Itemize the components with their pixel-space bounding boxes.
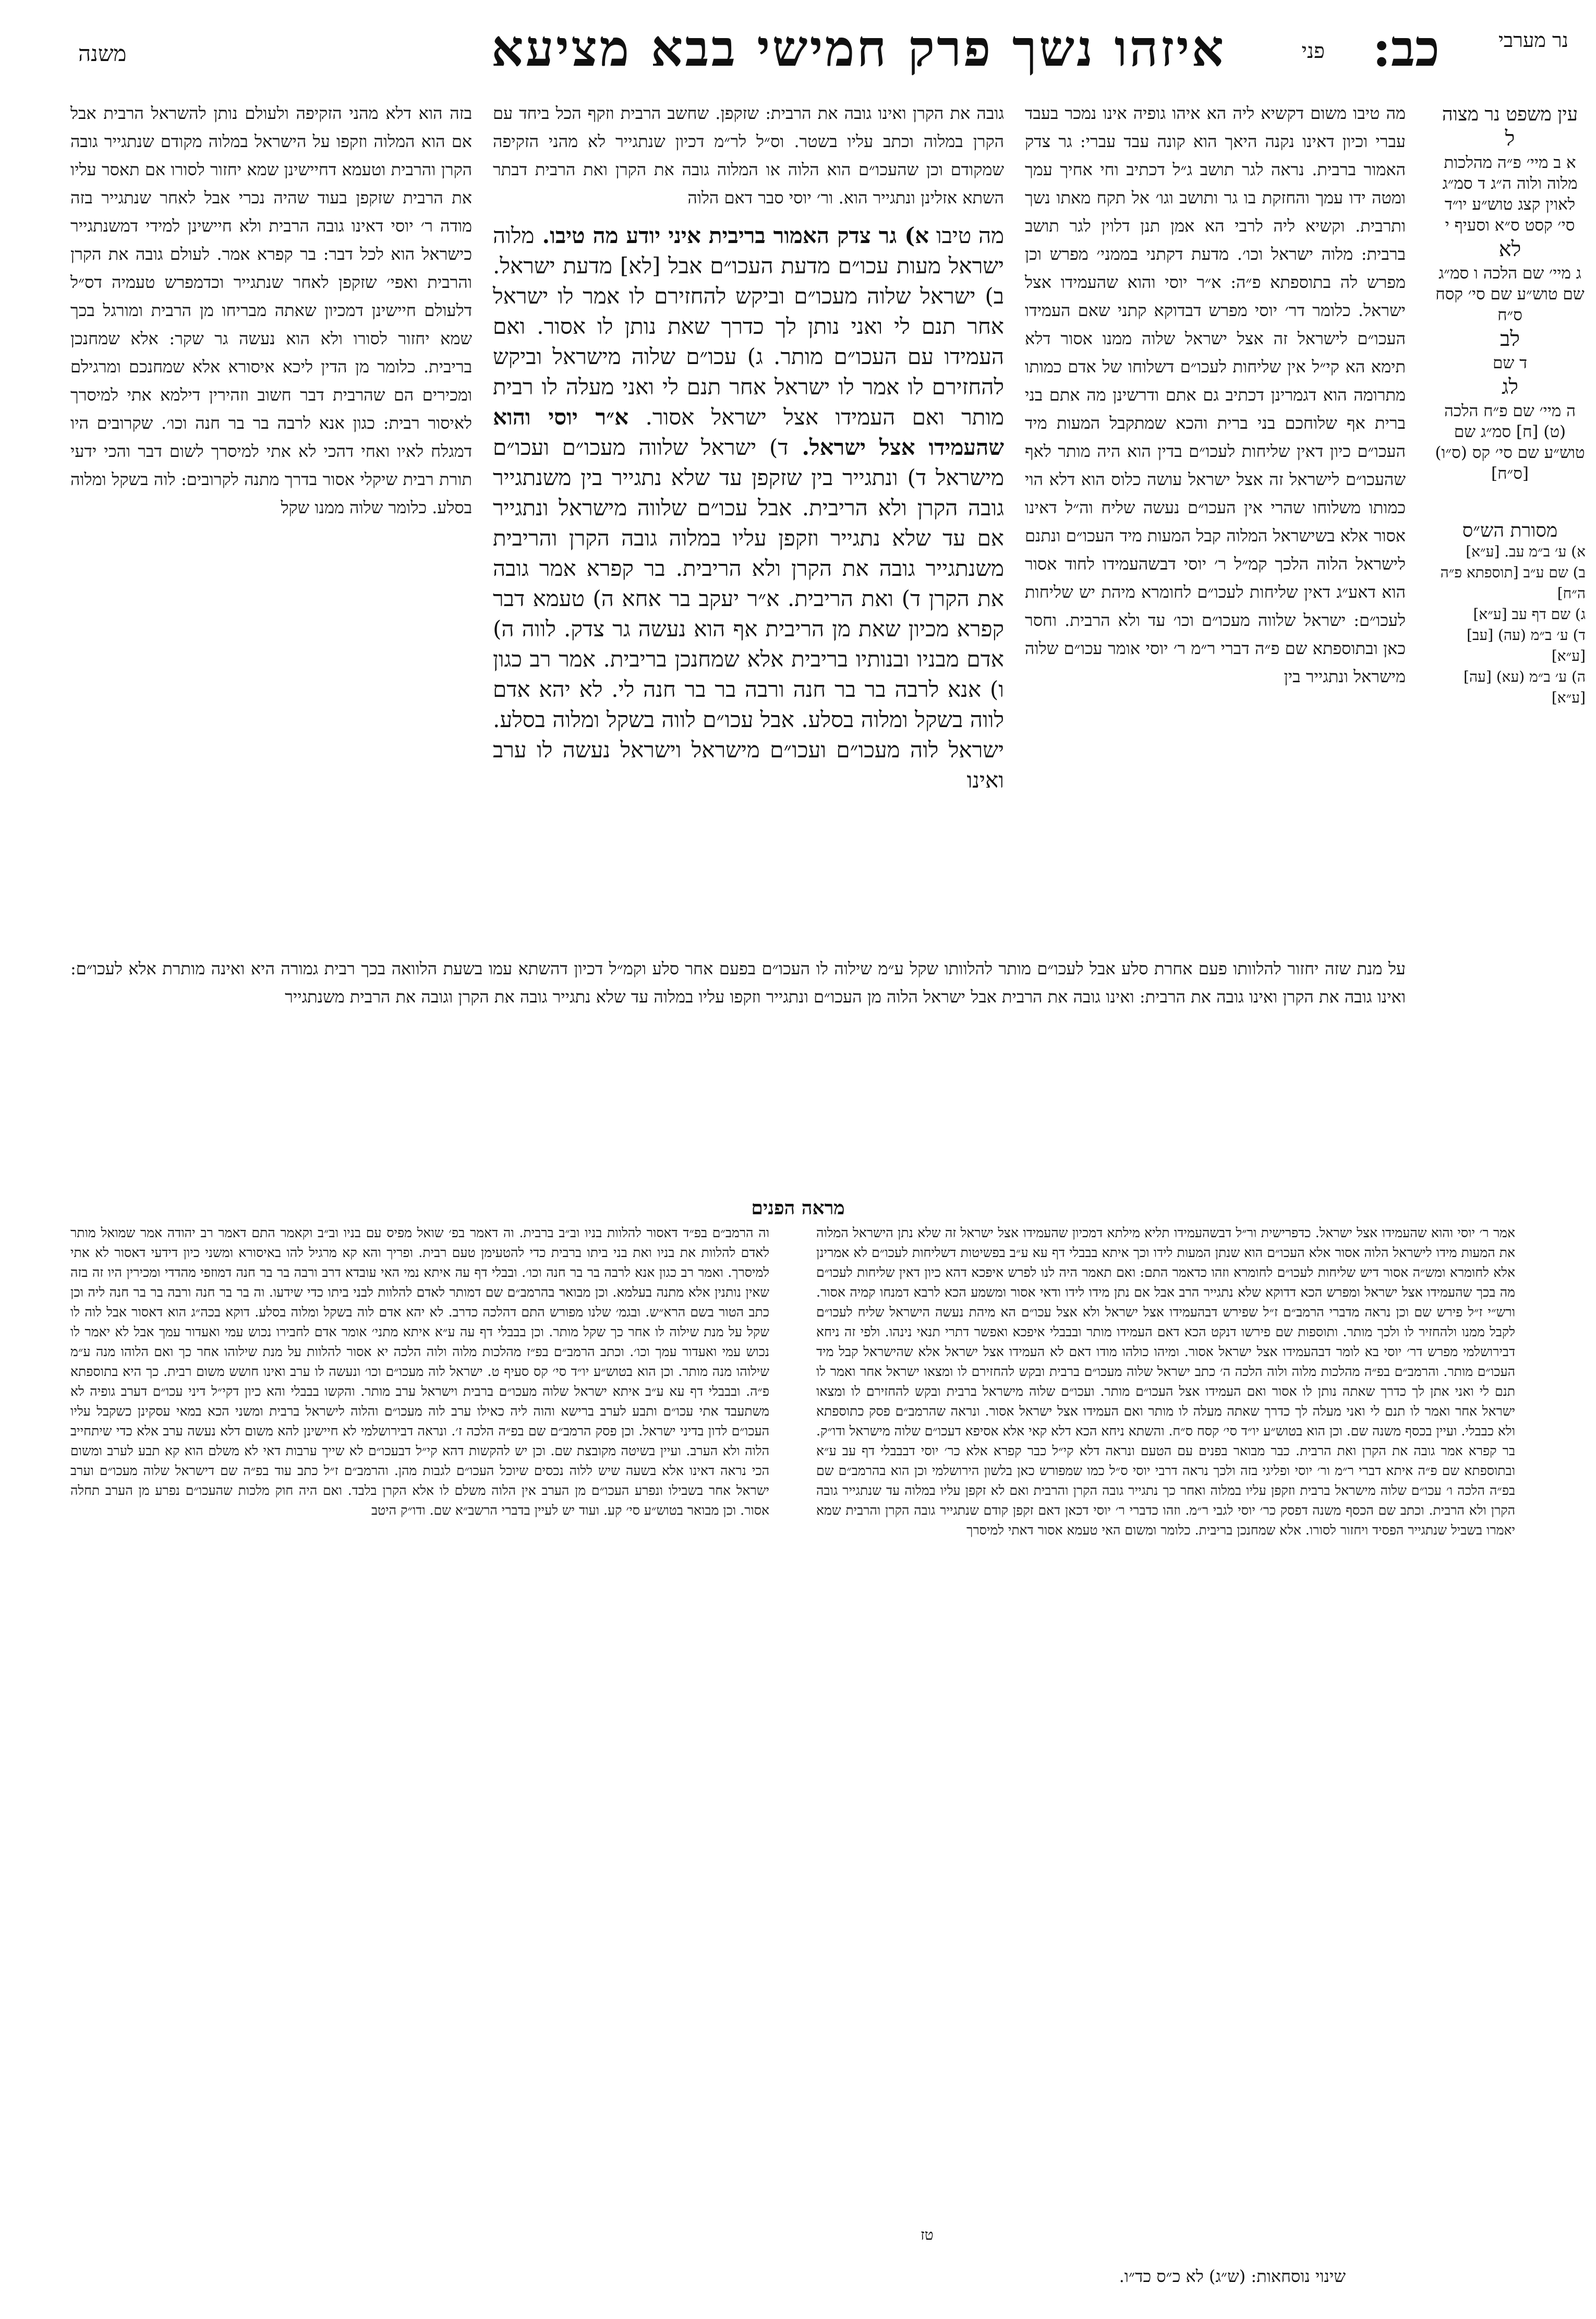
ein-mishpat-number: ל xyxy=(1505,127,1515,151)
mesoret-entry: ג) שם דף עב [ע״א] xyxy=(1473,606,1586,623)
daf-amud: כב: xyxy=(1372,19,1440,78)
ner-maaravi-label: נר מערבי xyxy=(1498,29,1569,52)
ein-mishpat-entry: ד שם xyxy=(1492,354,1528,372)
gemara-segment: מה טיבו xyxy=(929,223,1005,248)
pnei-moshe-right-column: מה טיבו משום דקשיא ליה הא איהו גופיה אינו נמכר בעבד עברי וכיון דאינו נקנה היאך הוא קונה עבד עברי: גר צדק האמור ברבית. נראה לגר תושב ג״ל דכתיב וחי אחיך עמך ומטה ידו עמך והחזקת בו גר ותושב וגו׳ אל תקח מאתו נשך ותרבית. וקשיא ליה לרבי הא אמן תנן דלוין לגר תושב ברבית: מלוה ישראל וכו׳. מדעת דקתני בממני׳ מפרש וכן מפרש לה בתוספתא פ״ה: א״ר יוסי והוא שהעמידו אצל ישראל. כלומר דר׳ יוסי מפרש דבדוקא קתני שאם העמידו העכו״ם לישראל זה אצל ישראל שלוה ממנו אסור דלא תימא הא קי״ל אין שליחות לעכו״ם דשלוחו של אדם כמותו מתרומה הוא דגמרינן דכתיב גם אתם ודרשינן מה אתם בני ברית אף שלוחכם בני ברית והכא שמתקבל המעות מיד העכו״ם כיון דאין שליחות לעכו״ם בדין הוא היה מותר לאף שהעכו״ם לישראל זה אצל ישראל עושה כלוס הוא דלא הוי כמותו משלוחו שהרי אין העכו״ם נעשה שליח וה״ל דאינו אסור אלא בשישראל המלוה קבל המעות מיד העכו״ם ונתנם לישראל הלוה הלכך קמ״ל ר׳ יוסי דבשהעמידו לחוד אסור הוא דאע״ג דאין שליחות לעכו״ם לחומרא מיהת יש שליחות לעכו״ם: ישראל שלווה מעכו״ם וכו׳ עד ולא הרבית. וחסר כאן ובתוספתא שם פ״ה דברי ר״מ ר׳ יוסי אומר עכו״ם שלוה מישראל ונתגייר בין xyxy=(1025,103,1406,686)
mareh-hapanim-right-column: אמר ר׳ יוסי והוא שהעמידו אצל ישראל. כדפרישית ור״ל דבשהעמידו תליא מילתא דמכיון שהעמידו אצל ישראל זה שלא נתן הישראל המלוה את המעות מידו לישראל הלוה אסור אלא העכו״ם הוא שנתן המעות לידו וכך איתא בבבלי דף עא ע״ב בפשיטות דשליחות לעכו״ם לא אמרינן אלא לחומרא ומש״ה אסור דיש שליחות לעכו״ם לחומרא וזהו כדאמר התם: ואם תאמר היה לנו לפרש איפכא דהא כיון דאין שליחות לעכו״ם מה בכך שהעמידו אצל ישראל ומפרש הכא דדוקא שלא נתגייר הרב אבל אם נתן מידו לידו ודאי אסור ומשמע הכא לרבא דמנחו קמיה אסור. ורש״י ז״ל פירש שם וכן נראה מדברי הרמב״ם ז״ל שפירש דבהעמידו אצל ישראל ולא אצל עכו״ם הא מיהת נעשה הישראל שליח לעכו״ם לקבל ממנו ולהחזיר לו ולכך מותר. ותוספות שם פירשו דנקט הכא דאם העמידו מותר ובבבלי איפכא ואפשר דתרי תנאי נינהו. ולפי זה ניחא דבירושלמי מפרש דר׳ יוסי בא לומר דבהעמידו אצל ישראל אסור. ומיהו כולהו מודו דאם לא העמידו אצל ישראל אלא שהישראל קבל מיד העכו״ם מותר. והרמב״ם בפ״ה מהלכות מלוה ולוה הלכה ה׳ כתב ישראל שלוה מעכו״ם ברבית ובקש להחזירם לו ומצאו ישראל אחר ואמר לו תנם לי ואני אתן לך כדרך שאתה נותן לו אסור ואם העמידו אצל העכו״ם מותר. ועכו״ם שלוה מישראל ברבית ובקש להחזירם לו ומצאו ישראל אחר ואמר לו תנם לי ואני מעלה לך כדרך שאתה מעלה לו מותר ואם העמידו אצל ישראל אסור. ונראה שהרמב״ם פסק כתוספתא ולא כבבלי. ועיין בכסף משנה שם. וכן הוא בטוש״ע יו״ד סי׳ קסח ס״ח. והשתא ניחא הכא דלא קאי אלא אסיפא דעכו״ם שלוה מישראל ודו״ק. בר קפרא אמר גובה את הקרן ואת הרבית. כבר מבואר בפנים עם הטעם ונראה דלא קי״ל כבר קפרא אלא כר׳ יוסי דבבבלי דף עב ע״א ובתוספתא שם פ״ה איתא דברי ר״מ ור׳ יוסי ופליגי בזה ולכך נראה דרבי יוסי ס״ל כמו שמפורש כאן בלשון הירושלמי וכן הוא בהרמב״ם שם בפ״ה הלכה ו׳ עכו״ם שלוה מישראל ברבית וזקפן עליו במלוה ואחר כך נתגייר גובה הקרן והרבית ואם לא זקפן עליו במלוה עד שנתגייר גובה הקרן ולא הרבית. וכתב שם הכסף משנה דפסק כר׳ יוסי לגבי ר״מ. וזהו כדברי ר׳ יוסי דכאן דאם זקפן קודם שנתגייר גובה הקרן והרבית שמא יאמרו בשביל שנתגייר הפסיד ויחזור לסורו. אלא שמחנכן בריבית. כלומר ומשום האי טעמא אסור דאתי למיסרך xyxy=(816,1225,1515,1538)
mareh-hapanim-left-column: וה הרמב״ם בפ״ד דאסור להלוות בניו וב״ב ברבית. וה דאמר בפ׳ שואל מפיס עם בניו וב״ב וקאמר התם דאמר רב יהודה אמר שמואל מותר לאדם להלוות את בניו ואת בני ביתו ברבית כדי להטעימן טעם רבית. ופריך והא קא מרגיל להו באיסורא ומשני כיון דידעי דאסור לא אתי למיסרך. ואמר רב כגון אנא לרבה בר בר חנה וכו׳. ובבלי דף עה איתא נמי האי עובדא דרב ורבה בר בר חנה דמוזפי מהדדי ומכירין היו זה בזה שאין נותנין אלא מתנה בעלמא. וכן מבואר בהרמב״ם שם דמותר לאדם להלוות לבני ביתו כדי שידעו. וה בר בר חנה ורבה בר בר חנה ליה וכן כתב הטור בשם הרא״ש. ובגמ׳ שלנו מפורש התם דהלכה כדרב. לא יהא אדם לוה בשקל ומלוה בסלע. דוקא בכה״ג הוא דאסור אבל לוה לו שקל על מנת שילוה לו אחר כך שקל מותר. וכן בבבלי דף עה ע״א איתא מתני׳ אומר אדם לחבירו נכוש עמי ואעדור עמך אבל לא יאמר לו נכוש עמי ואעדור עמך וכו׳. וכתב הרמב״ם בפ״ז מהלכות מלוה ולוה הלכה יא אסור להלוות על מנת שילוהו אחר כך ואם הלוהו מנה ע״מ שילוהו מנה מותר. וכן הוא בטוש״ע יו״ד סי׳ קס סעיף ט. ישראל לוה מעכו״ם וכו׳ ונעשה לו ערב ואינו חושש משום רבית. כך היא בתוספתא פ״ה. ובבבלי דף עא ע״ב איתא ישראל שלוה מעכו״ם ברבית וישראל ערב מותר. והקשו בבבלי והא כיון דקי״ל דיני עכו״ם דערב גופיה לא משתעבד אתי עכו״ם ותבע לערב ברישא והוה ליה כאילו ערב לוה מעכו״ם והלוה לישראל ברבית ומשני הכא במאי עסקינן כשקבל עליו העכו״ם לדון בדיני ישראל. וכן פסק הרמב״ם שם בפ״ה הלכה ז׳. ונראה דבירושלמי לא חיישינן להא משום דלא נעשה ערב אלא כדי שיתחייב הלוה ולא הערב. ועיין בשיטה מקובצת שם. וכן יש להקשות דהא קי״ל דבעכו״ם לא שייך ערבות דאי לא משלם הוא קא תבע לערב ומשום הכי נראה דאינו אלא בשעה שיש ללוה נכסים שיוכל העכו״ם לגבות מהן. והרמב״ם ז״ל כתב עוד בפ״ה שם דישראל שלוה מעכו״ם וערב ישראל אחר בשבילו ונפרע העכו״ם מן הערב אין הלוה משלם לו אלא הקרן בלבד. ואם היה חוק מלכות שהעכו״ם נפרע מן הערב תחלה אסור. וכן מבואר בטוש״ע סי׳ קע. ועוד יש לעיין בדברי הרשב״א שם. ודו״ק היטב xyxy=(70,1225,769,1518)
mesoret-entry: ה) ע׳ ב״מ (עא) [עה] [ע״א] xyxy=(1464,668,1586,706)
ein-mishpat-number: לב xyxy=(1500,327,1520,351)
ein-mishpat-column xyxy=(1434,104,1586,708)
pnei-label: פני xyxy=(1301,39,1325,63)
ein-mishpat-number: לג xyxy=(1502,375,1518,399)
mesoret-entry: ב) שם ע״ב [תוספתא פ״ה ה״ח] xyxy=(1440,564,1586,602)
pnei-moshe-left-column: בזה הוא דלא מהני הזקיפה ולעולם נותן להשראל הרבית אבל אם הוא המלוה וזקפו על הישראל במלוה מקודם שנתגייר גובה הקרן והרבית וטעמא דחיישינן שמא יחזור לסורו אם תאסר עליו את הרבית שזקפן בעוד שהיה נכרי אבל לאחר שנתגייר בזה מודה ר׳ יוסי דאינו גובה הרבית ולא חיישינן למידי דמשנתגייר כישראל הוא לכל דבר: בר קפרא אמר. לעולם גובה את הקרן והרבית ואפי׳ שזקפן לאחר שנתגייר וכדמפרש טעמיה דס״ל דלעולם חיישינן דמכיון שאתה מבריחו מן הרבית ומורגל בכך שמא יחזור לסורו ולא הוא נעשה גר שקר: אלא שמחנכן בריבית. כלומר מן הדין ליכא איסורא אלא שמחנכם ומרגילם ומכירים הם שהרבית דבר חשוב וזהירין דילמא אתי למיסרך לאיסור רבית: כגון אנא לרבה בר בר חנה וכו׳. שקרובים היו דמגלח לאיו ואחי דהכי לא אתי למיסרך לשום דבר והכי ידעי תורת רבית שיקלי אסור בדרך מתנה לקרובים: לוה בשקל ומלוה בסלע. כלומר שלוה ממנו שקל xyxy=(70,103,472,517)
gemara-segment-bold: א״ר יוסי והוא שהעמידו אצל ישראל. xyxy=(493,404,1005,460)
gemara-segment: ד) ישראל שלווה מעכו״ם ועכו״ם מישראל ד) ונתגייר בין שזקפן עד שלא נתגייר בין משנתגייר גובה הקרן ולא הריבית. אבל עכו״ם שלווה מישראל ונתגייר אם עד שלא נתגייר וזקפן עליו במלוה גובה הקרן והריבית משנתגייר גובה את הקרן ולא הריבית. בר קפרא אמר גובה את הקרן ד) ואת הריבית. א״ר יעקב בר אחא ה) טעמא דבר קפרא מכיון שאת מן הריבית אף הוא נעשה גר צדק. לווה ה) אדם מבניו ובנותיו בריבית אלא שמחנכן בריבית. אמר רב כגון ו) אנא לרבה בר בר חנה ורבה בר בר חנה לי. לא יהא אדם לווה בשקל ומלוה בסלע. אבל עכו״ם לווה בשקל ומלוה בסלע. ישראל לוה מעכו״ם ועכו״ם מישראל וישראל נעשה לו ערב ואינו xyxy=(493,434,1004,793)
page-title: איזהו נשך פרק חמישי בבא מציעא xyxy=(491,19,1226,78)
ein-mishpat-entry: ה מיי׳ שם פ״ח הלכה (ט) [ח] סמ״ג שם טוש״ע שם סי׳ קס (ס״ו) [ס״ח] xyxy=(1435,402,1585,483)
page-header xyxy=(78,16,1569,83)
main-text-block xyxy=(70,99,1406,1038)
nuschaot-footer: שינוי נוסחאות: (ש״ג) לא כ״ס כד״ו. xyxy=(1119,2266,1346,2286)
gemara-segment-bold: א) גר צדק האמור בריבית איני יודע מה טיבו. xyxy=(534,223,929,248)
pnei-moshe-bottom: על מנת שזה יחזור להלוותו פעם אחרת סלע אבל לעכו״ם מותר להלוותו שקל ע״מ שילוה לו העכו״ם בפעם אחר סלע וקמ״ל דכיון דהשתא עמו בשעת הלוואה בכך רבית גמורה היא ואינה מותרת אלא לעכו״ם: ואינו גובה את הקרן ואינו גובה את הרבית: ואינו גובה את הרבית אבל ישראל הלוה מן העכו״ם ונתגייר וזקפו עליו במלוה עד שלא נתגייר גובה את הקרן וגובה את הרבית משנתגייר xyxy=(70,959,1406,1007)
mishna-label: משנה xyxy=(78,41,127,66)
mesoret-entry: א) ע׳ ב״מ עב. [ע״א] xyxy=(1466,543,1586,560)
ein-mishpat-number: לא xyxy=(1498,237,1521,261)
commentary-top: גובה את הקרן ואינו גובה את הרבית: שזקפן. שחשב הרבית וזקף הכל ביחד עם הקרן במלוה וכתב עליו בשטר. וס״ל לר״מ דכיון שנתגייר לא מהני הזקיפה שמקודם וכן שהעכו״ם הוא הלוה או המלוה גובה את הקרן ואת הרבית דבתר השתא אזלינן ונתגייר הוא. ור׳ יוסי סבר דאם הלוה xyxy=(493,103,1004,208)
gemara-segment: מלוה ישראל מעות עכו״ם מדעת העכו״ם אבל [לא] מדעת ישראל. ב) ישראל שלוה מעכו״ם וביקש להחזירם לו אמר לו ישראל אחר תנם לי ואני נותן לך כדרך שאת נותן לו אסור. ואם העמידו עם העכו״ם מותר. ג) עכו״ם שלוה מישראל וביקש להחזירם לו אמר לו ישראל אחר תנם לי ואני מעלה לו רבית מותר ואם העמידו אצל ישראל אסור. xyxy=(493,223,1004,430)
mareh-hapanim-title: מראה הפנים xyxy=(751,1197,845,1219)
center-column xyxy=(493,99,1004,795)
gemara-text xyxy=(493,221,1004,795)
ein-mishpat-entry: א ב מיי׳ פ״ה מהלכות מלוה ולוה ה״ג ד סמ״ג לאוין קצג טוש״ע יו״ד סי׳ קסט ס״א וסעיף י xyxy=(1442,153,1578,235)
ein-mishpat-title: עין משפט נר מצוה xyxy=(1442,104,1578,125)
page-signature: טז xyxy=(921,2226,934,2243)
mesoret-entry: ד) ע׳ ב״מ (עה) [עב] [ע״א] xyxy=(1466,626,1586,665)
mesoret-hashas-title: מסורת הש״ס xyxy=(1462,520,1558,541)
ein-mishpat-entry: ג מיי׳ שם הלכה ו סמ״ג שם טוש״ע שם סי׳ קסח ס״ח xyxy=(1435,264,1585,324)
